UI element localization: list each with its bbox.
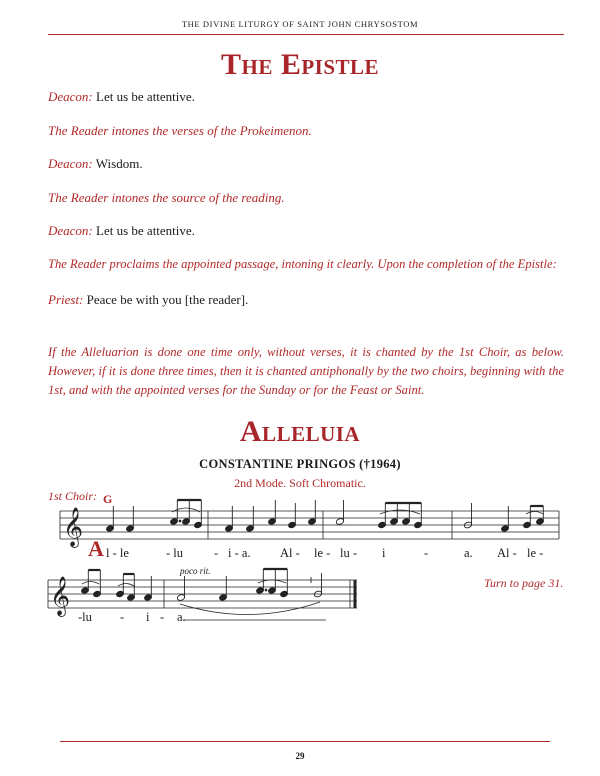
speaker-label: Deacon:	[48, 156, 93, 171]
lyric-syllable: -	[160, 610, 165, 624]
alleluarion-note: If the Alleluarion is done one time only, without verses, it is chanted by the 1st Choir, as below. However, if it is done three times, then it is chanted antiphonally by the two choirs, beginning with the 1st, and with the appointed verses for the Sunday or for the Feast or Saint.	[48, 345, 564, 397]
page-number: 29	[295, 751, 305, 761]
lyric-syllable: l - le	[106, 546, 129, 560]
choir-label: 1st Choir:	[48, 489, 98, 503]
rubric-proclaims: The Reader proclaims the appointed passage, intoning it clearly. Upon the completion of the Epistle:	[48, 257, 557, 271]
lyric-syllable: -	[424, 546, 429, 560]
tempo-marking: poco rit.	[180, 566, 211, 576]
spoken-text: Let us be attentive.	[96, 89, 195, 104]
chord-symbol: G	[103, 492, 113, 506]
lyric-syllable: Al -	[497, 546, 517, 560]
lyric-syllable: le -	[527, 546, 544, 560]
lyric-syllable: a.	[177, 610, 186, 624]
composer-credit: CONSTANTINE PRINGOS (†1964)	[199, 457, 401, 471]
staff-1	[60, 511, 559, 539]
lyric-syllable: i - a.	[228, 546, 251, 560]
rubric-prokeimenon: The Reader intones the verses of the Prokeimenon.	[48, 123, 312, 138]
lyric-syllable: i	[382, 546, 386, 560]
treble-clef-icon: 𝄞	[50, 576, 71, 616]
speaker-label: Deacon:	[48, 223, 93, 238]
speaker-label: Priest:	[48, 292, 84, 307]
lyric-syllable: -	[214, 546, 219, 560]
lyric-syllable: i	[146, 610, 150, 624]
spoken-text: Let us be attentive.	[96, 223, 195, 238]
footer-rule	[60, 741, 550, 742]
lyric-syllable: lu -	[340, 546, 358, 560]
epistle-title: The Epistle	[220, 48, 380, 81]
speaker-label: Deacon:	[48, 89, 93, 104]
rubric-source: The Reader intones the source of the reading.	[48, 190, 285, 205]
lyric-syllable: -	[120, 610, 125, 624]
turn-page-note: Turn to page 31.	[484, 576, 564, 590]
lyric-syllable: le -	[314, 546, 331, 560]
alleluia-title: Alleluia	[239, 415, 361, 448]
lyric-syllable: a.	[464, 546, 473, 560]
spoken-text: Peace be with you [the reader].	[86, 292, 249, 307]
treble-clef-icon: 𝄞	[63, 507, 84, 547]
staff-1-notes	[106, 500, 545, 532]
running-header: THE DIVINE LITURGY OF SAINT JOHN CHRYSOSTOM	[181, 19, 419, 29]
lyric-syllable: - lu	[166, 546, 184, 560]
lyric-syllable: -lu	[78, 610, 92, 624]
spoken-text: Wisdom.	[95, 156, 143, 171]
mode-label: 2nd Mode. Soft Chromatic.	[234, 476, 366, 490]
drop-cap: A	[88, 536, 104, 561]
staff-2-slurs	[82, 580, 320, 615]
lyric-syllable: Al -	[280, 546, 300, 560]
